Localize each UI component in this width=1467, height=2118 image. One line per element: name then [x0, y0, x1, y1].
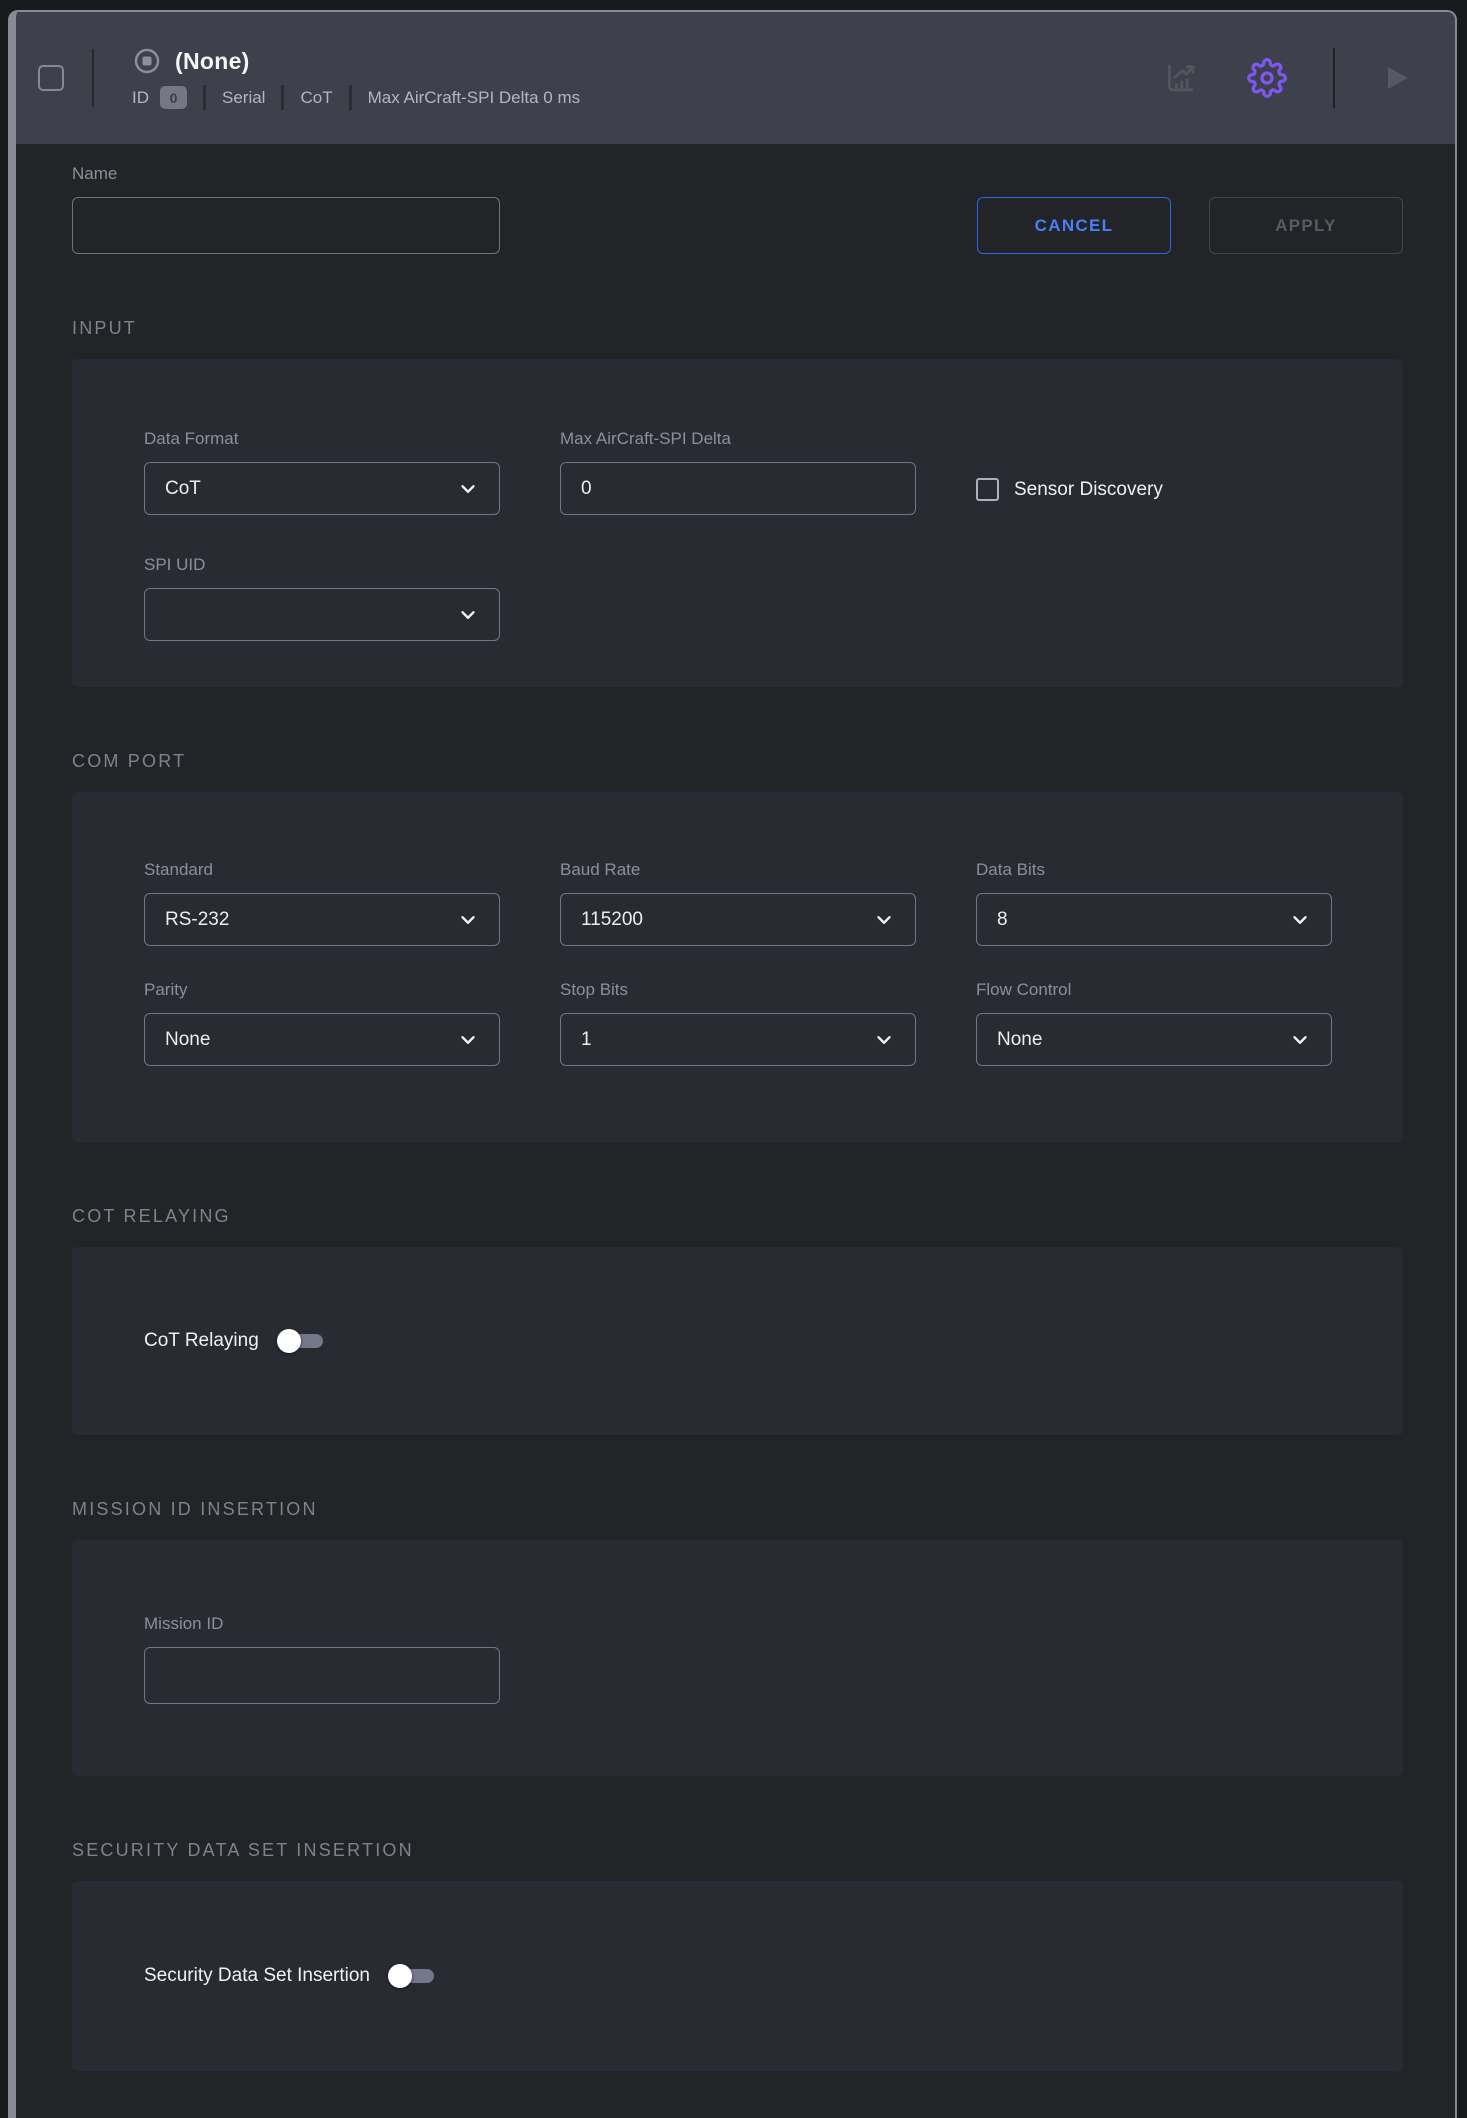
name-field-label: Name	[72, 164, 118, 183]
sensor-config-panel	[8, 10, 1457, 2118]
panel-title: (None)	[175, 47, 250, 74]
security-section-card	[72, 1881, 1403, 2071]
panel-header	[16, 12, 1455, 144]
section-title-mission-id: MISSION ID INSERTION	[72, 1499, 318, 1519]
divider	[1333, 48, 1335, 108]
name-input[interactable]	[72, 197, 500, 254]
divider	[349, 85, 352, 110]
gear-icon[interactable]	[1247, 58, 1287, 98]
flow-control-select[interactable]: None	[976, 1013, 1332, 1066]
flow-control-label: Flow Control	[976, 980, 1072, 999]
name-row	[72, 164, 1403, 254]
chevron-down-icon	[873, 909, 895, 931]
meta-transport: Serial	[222, 87, 266, 107]
input-section-card	[72, 359, 1403, 687]
section-title-com-port: COM PORT	[72, 751, 187, 771]
section-title-input: INPUT	[72, 318, 137, 338]
mission-id-section-card	[72, 1540, 1403, 1776]
stop-bits-label: Stop Bits	[560, 980, 629, 999]
chevron-down-icon	[457, 909, 479, 931]
id-badge: 0	[160, 86, 187, 109]
cot-relaying-label: CoT Relaying	[144, 1330, 259, 1351]
chevron-down-icon	[1289, 909, 1311, 931]
select-checkbox[interactable]	[38, 65, 64, 91]
header-divider	[92, 49, 94, 107]
header-info	[132, 46, 580, 110]
max-delta-label: Max AirCraft-SPI Delta	[560, 429, 731, 448]
max-delta-input[interactable]	[560, 462, 916, 515]
meta-protocol: CoT	[300, 87, 333, 107]
divider	[203, 85, 206, 110]
baud-rate-select[interactable]: 115200	[560, 893, 916, 946]
section-title-security: SECURITY DATA SET INSERTION	[72, 1840, 414, 1860]
chevron-down-icon	[457, 604, 479, 626]
standard-select[interactable]: RS-232	[144, 893, 500, 946]
data-bits-select[interactable]: 8	[976, 893, 1332, 946]
com-port-section-card	[72, 792, 1403, 1142]
standard-label: Standard	[144, 860, 213, 879]
data-format-label: Data Format	[144, 429, 239, 448]
security-toggle[interactable]	[388, 1963, 434, 1989]
header-actions	[1161, 48, 1411, 108]
divider	[281, 85, 284, 110]
apply-button[interactable]: APPLY	[1209, 197, 1403, 254]
meta-delta-summary: Max AirCraft-SPI Delta 0 ms	[367, 87, 581, 107]
spi-uid-label: SPI UID	[144, 555, 206, 574]
section-title-cot-relaying: COT RELAYING	[72, 1206, 231, 1226]
cot-relaying-toggle[interactable]	[277, 1328, 323, 1354]
parity-label: Parity	[144, 980, 188, 999]
data-format-select[interactable]: CoT	[144, 462, 500, 515]
stop-bits-select[interactable]: 1	[560, 1013, 916, 1066]
chevron-down-icon	[1289, 1029, 1311, 1051]
chevron-down-icon	[873, 1029, 895, 1051]
breadcrumb	[132, 85, 580, 110]
toggle-knob	[277, 1329, 301, 1353]
toggle-knob	[388, 1964, 412, 1988]
parity-select[interactable]: None	[144, 1013, 500, 1066]
panel-body	[16, 144, 1455, 2071]
data-bits-label: Data Bits	[976, 860, 1045, 879]
stop-record-icon	[132, 46, 162, 76]
cancel-button[interactable]: CANCEL	[977, 197, 1171, 254]
chart-line-icon[interactable]	[1161, 59, 1199, 97]
id-label: ID	[132, 87, 149, 107]
chevron-down-icon	[457, 478, 479, 500]
play-icon[interactable]	[1381, 63, 1411, 93]
cot-relaying-section-card	[72, 1247, 1403, 1435]
mission-id-label: Mission ID	[144, 1614, 224, 1633]
sensor-discovery-checkbox[interactable]	[976, 478, 999, 501]
security-toggle-label: Security Data Set Insertion	[144, 1965, 370, 1986]
sensor-discovery-label: Sensor Discovery	[1014, 478, 1163, 500]
mission-id-input[interactable]	[144, 1647, 500, 1704]
baud-rate-label: Baud Rate	[560, 860, 641, 879]
spi-uid-select[interactable]	[144, 588, 500, 641]
chevron-down-icon	[457, 1029, 479, 1051]
